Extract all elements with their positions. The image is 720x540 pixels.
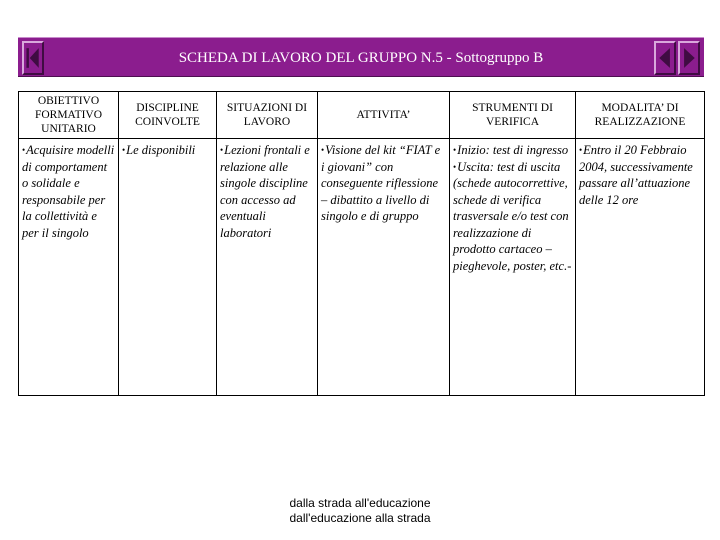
- strumenti-item-2: [453, 159, 572, 176]
- header-obiettivo: OBIETTIVO FORMATIVO UNITARIO: [19, 92, 119, 139]
- slide-title: SCHEDA DI LAVORO DEL GRUPPO N.5 - Sottogruppo B: [178, 50, 544, 66]
- cell-discipline-text: Le disponibili: [126, 143, 196, 157]
- footer: [0, 496, 720, 526]
- cell-attivita: [318, 139, 450, 396]
- strumenti-item-2-text: Uscita: test di uscita: [457, 159, 561, 174]
- header-discipline: DISCIPLINE COINVOLTE: [119, 92, 217, 139]
- header-modalita: MODALITA’ DI REALIZZAZIONE: [576, 92, 705, 139]
- header-attivita: ATTIVITA’: [318, 92, 450, 139]
- previous-slide-button[interactable]: [654, 41, 676, 75]
- strumenti-item-3: (schede autocorrettive, schede di verifica trasversale e/o test con realizzazione di prodotto cartaceo – pieghevole, poster, etc.-: [453, 176, 572, 273]
- header-strumenti: STRUMENTI DI VERIFICA: [450, 92, 576, 139]
- work-table: [18, 91, 705, 396]
- cell-situazioni: [217, 139, 318, 396]
- bullet: •: [122, 145, 126, 155]
- footer-line-2: dall'educazione alla strada: [289, 511, 431, 525]
- next-slide-icon: [680, 43, 698, 73]
- title-bar: [18, 37, 704, 77]
- table-row: [19, 139, 705, 396]
- bullet: •: [453, 145, 457, 155]
- bullet: •: [579, 145, 583, 155]
- cell-modalita: [576, 139, 705, 396]
- cell-obiettivo: [19, 139, 119, 396]
- cell-discipline: [119, 139, 217, 396]
- cell-modalita-text: Entro il 20 Febbraio 2004, successivamente passare all’attuazione delle 12 ore: [579, 143, 693, 207]
- footer-line-1: dalla strada all'educazione: [289, 496, 431, 510]
- cell-attivita-text: Visione del kit “FIAT e i giovani” con conseguente riflessione – dibattito a livello di singolo e di gruppo: [321, 143, 441, 223]
- cell-obiettivo-text: Acquisire modelli di comportament o solidale e responsabile per la collettività e per il singolo: [22, 143, 115, 240]
- next-slide-button[interactable]: [678, 41, 700, 75]
- bullet: •: [220, 145, 224, 155]
- table-header-row: [19, 92, 705, 139]
- header-situazioni: SITUAZIONI DI LAVORO: [217, 92, 318, 139]
- cell-strumenti: [450, 139, 576, 396]
- strumenti-item-1: [453, 142, 572, 159]
- cell-situazioni-text: Lezioni frontali e relazione alle singole discipline con accesso ad eventuali laboratori: [220, 143, 310, 240]
- previous-slide-icon: [656, 43, 674, 73]
- strumenti-item-1-text: Inizio: test di ingresso: [457, 143, 569, 157]
- bullet: •: [22, 145, 26, 155]
- bullet: •: [321, 145, 325, 155]
- bullet: •: [453, 161, 457, 172]
